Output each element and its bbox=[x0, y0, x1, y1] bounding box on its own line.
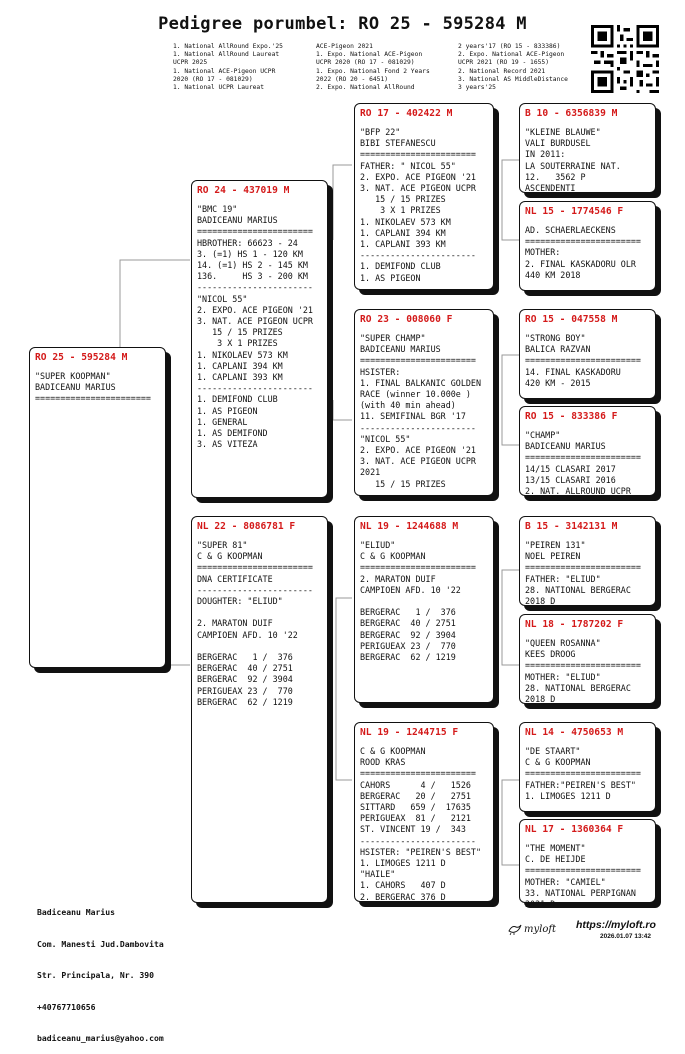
card-line: 33. NATIONAL PERPIGNAN bbox=[525, 887, 636, 898]
page-title: Pedigree porumbel: RO 25 - 595284 M bbox=[158, 14, 527, 34]
card-line: FATHER:"PEIREN'S BEST" bbox=[525, 779, 636, 790]
card-line: 15 / 15 PRIZES bbox=[360, 478, 446, 489]
card-line: 2. MARATON DUIF bbox=[360, 573, 436, 584]
pedigree-card-sire[interactable] bbox=[191, 180, 328, 498]
card-line: 1. CAPLANI 393 KM bbox=[360, 239, 446, 250]
title-line: 1. National ACE-Pigeon UCPR bbox=[173, 67, 276, 75]
card-line: 2018 D bbox=[525, 596, 556, 607]
ring-number: RO 15 - 047558 M bbox=[525, 314, 618, 325]
pedigree-card-sss[interactable] bbox=[519, 103, 656, 193]
card-line: BERGERAC 1 / 376 bbox=[197, 652, 293, 663]
card-line: BERGERAC 20 / 2751 bbox=[360, 790, 471, 801]
card-line: 3. (=1) HS 1 - 120 KM bbox=[197, 248, 303, 259]
card-line: 14/15 CLASARI 2017 bbox=[525, 463, 616, 474]
card-line: 2. EXPO. ACE PIGEON '21 bbox=[360, 171, 476, 182]
card-line: ======================= bbox=[525, 355, 641, 366]
ring-number: B 10 - 6356839 M bbox=[525, 108, 618, 119]
card-line: "DE STAART" bbox=[525, 746, 581, 756]
ring-number: NL 22 - 8086781 F bbox=[197, 521, 296, 532]
card-line: C & G KOOPMAN bbox=[360, 746, 426, 756]
card-line: "QUEEN ROSANNA" bbox=[525, 638, 601, 648]
card-line: MOTHER: "ELIUD" bbox=[525, 671, 601, 682]
title-line: ACE-Pigeon 2021 bbox=[316, 43, 373, 50]
ring-number: NL 18 - 1787202 F bbox=[525, 619, 624, 630]
title-line: 1. National AllRound Laureat bbox=[173, 51, 280, 59]
card-line: "THE MOMENT" bbox=[525, 843, 586, 853]
ring-number: B 15 - 3142131 M bbox=[525, 521, 618, 532]
card-line: "NICOL 55" bbox=[197, 293, 248, 304]
card-line: 11. SEMIFINAL BGR '17 bbox=[360, 411, 466, 422]
card-line: 1. CAHORS 407 D bbox=[360, 880, 446, 891]
pedigree-card-dam[interactable] bbox=[191, 516, 328, 903]
card-line: 1. NIKOLAEV 573 KM bbox=[197, 349, 288, 360]
pedigree-card-ssd[interactable] bbox=[519, 201, 656, 291]
card-line: MOTHER: bbox=[525, 247, 561, 258]
title-line: UCPR 2021 (RO 19 - 1655) bbox=[458, 59, 549, 67]
card-line: BIBI STEFANESCU bbox=[360, 138, 436, 149]
card-line: MOTHER: "CAMIEL" bbox=[525, 876, 606, 887]
card-line: "BMC 19" bbox=[197, 204, 238, 214]
pedigree-card-dam-dam[interactable] bbox=[354, 722, 494, 902]
breeder-email[interactable]: badiceanu_marius@yahoo.com bbox=[37, 1033, 164, 1043]
card-line: DOUGHTER: "ELIUD" bbox=[197, 596, 283, 607]
card-line: 15 / 15 PRIZES bbox=[360, 194, 446, 205]
card-line: BERGERAC 1 / 376 bbox=[360, 607, 456, 618]
card-line: CAHORS 4 / 1526 bbox=[360, 779, 471, 790]
card-line: "KLEINE BLAUWE" bbox=[525, 127, 601, 137]
card-line bbox=[197, 607, 322, 618]
card-line: 1. NIKOLAEV 573 KM bbox=[360, 216, 451, 227]
card-line: 1. AS PIGEON bbox=[360, 272, 421, 283]
title-line: 1. Expo. National ACE-Pigeon bbox=[316, 51, 423, 59]
card-line: BALICA RAZVAN bbox=[525, 344, 591, 355]
card-line: HSISTER: "PEIREN'S BEST" bbox=[360, 846, 482, 857]
ring-number: RO 17 - 402422 M bbox=[360, 108, 453, 119]
card-line: DNA CERTIFICATE bbox=[197, 573, 273, 584]
ring-number: RO 24 - 437019 M bbox=[197, 185, 290, 196]
card-line: "SUPER KOOPMAN" bbox=[35, 371, 111, 381]
card-line: "BFP 22" bbox=[360, 127, 401, 137]
logo-text: myloft bbox=[524, 923, 557, 935]
card-line: 2. EXPO. ACE PIGEON '21 bbox=[197, 304, 313, 315]
pedigree-card-sire-sire[interactable] bbox=[354, 103, 494, 290]
card-line: AD. SCHAERLAECKENS bbox=[525, 225, 616, 235]
card-line: 420 KM - 2015 bbox=[525, 377, 591, 388]
ring-number: RO 15 - 833386 F bbox=[525, 411, 618, 422]
card-line: 1. LIMOGES 1211 D bbox=[525, 790, 611, 801]
title-line: 2 years'17 (RO 15 - 833386) bbox=[458, 43, 561, 50]
card-line: 15 / 15 PRIZES bbox=[197, 327, 283, 338]
card-line: "HAILE" bbox=[360, 869, 396, 880]
title-line: 3 years'25 bbox=[458, 84, 496, 92]
card-line: 1. DEMIFOND CLUB bbox=[197, 394, 278, 405]
card-line: RACE (winner 10.000e ) bbox=[360, 389, 471, 400]
card-line: 2021 bbox=[360, 467, 381, 478]
card-line: (with 40 min ahead) bbox=[360, 400, 456, 411]
card-line: ======================= bbox=[197, 226, 313, 237]
card-line: 14. FINAL KASKADORU bbox=[525, 366, 621, 377]
card-line: ----------------------- bbox=[197, 282, 313, 293]
card-line: PERIGUEAX 23 / 770 bbox=[360, 640, 456, 651]
card-line: 1. CAPLANI 394 KM bbox=[197, 360, 283, 371]
card-line: CAMPIOEN AFD. 10 '22 bbox=[197, 629, 298, 640]
card-line: BERGERAC 92 / 3904 bbox=[360, 629, 456, 640]
card-line: PERIGUEAX 23 / 770 bbox=[197, 685, 293, 696]
card-line: ======================= bbox=[360, 562, 476, 573]
card-line: LA SOUTERRAINE NAT. bbox=[525, 160, 621, 171]
card-line: "CHAMP" bbox=[525, 430, 561, 440]
title-line: 1. Expo. National Fond 2 Years bbox=[316, 67, 430, 75]
card-line: ======================= bbox=[197, 562, 313, 573]
card-line: FATHER: "ELIUD" bbox=[525, 573, 601, 584]
card-line: 1. DEMIFOND CLUB bbox=[360, 261, 441, 272]
card-line: 3 X 1 PRIZES bbox=[360, 205, 441, 216]
card-line: ----------------------- bbox=[197, 584, 313, 595]
pigeon-icon bbox=[508, 922, 522, 936]
pedigree-card-sire-dam[interactable] bbox=[354, 309, 494, 496]
card-line: 2018 D bbox=[525, 694, 556, 705]
card-line bbox=[360, 596, 488, 607]
title-line: 1. National AllRound Expo.'25 bbox=[173, 43, 283, 50]
card-line: PERIGUEAX 81 / 2121 bbox=[360, 813, 471, 824]
card-line: ======================= bbox=[525, 865, 641, 876]
card-line: 28. NATIONAL BERGERAC bbox=[525, 682, 631, 693]
card-line: VALI BURDUSEL bbox=[525, 138, 591, 149]
card-line: ----------------------- bbox=[197, 383, 313, 394]
title-line: 2. Expo. National ACE-Pigeon bbox=[458, 51, 565, 59]
card-line: 1. AS DEMIFOND bbox=[197, 428, 268, 439]
card-line: 2. FINAL KASKADORU OLR bbox=[525, 258, 636, 269]
card-line: 2. BERGERAC 376 D bbox=[360, 891, 446, 902]
generated-date: 2026.01.07 13:42 bbox=[600, 933, 651, 940]
card-line: ======================= bbox=[35, 393, 151, 404]
card-line: 1. CAPLANI 393 KM bbox=[197, 372, 283, 383]
card-line: ======================= bbox=[360, 355, 476, 366]
ring-number: NL 19 - 1244688 M bbox=[360, 521, 459, 532]
card-line: ======================= bbox=[525, 768, 641, 779]
card-line: 1. GENERAL bbox=[197, 416, 248, 427]
card-line: "NICOL 55" bbox=[360, 433, 411, 444]
site-url[interactable]: https://myloft.ro bbox=[576, 919, 656, 931]
card-line: KEES DROOG bbox=[525, 649, 576, 660]
card-line: IN 2011: bbox=[525, 149, 566, 160]
card-line: BERGERAC 62 / 1219 bbox=[360, 652, 456, 663]
pedigree-card-sds[interactable] bbox=[519, 309, 656, 399]
title-line: 1. National UCPR Laureat bbox=[173, 84, 264, 92]
card-line: 440 KM 2018 bbox=[525, 269, 581, 280]
myloft-logo bbox=[508, 921, 566, 937]
card-line: 3. NAT. ACE PIGEON UCPR bbox=[197, 316, 313, 327]
card-line: HSISTER: bbox=[360, 366, 401, 377]
breeder-address: Com. Manesti Jud.Dambovita bbox=[37, 938, 164, 949]
card-line: ROOD KRAS bbox=[360, 757, 406, 768]
pedigree-card-subject[interactable] bbox=[29, 347, 166, 668]
card-line: 28. NATIONAL BERGERAC bbox=[525, 584, 631, 595]
pedigree-card-dds[interactable] bbox=[519, 722, 656, 812]
card-line: ======================= bbox=[525, 236, 641, 247]
pedigree-card-dam-sire[interactable] bbox=[354, 516, 494, 703]
card-line: "SUPER 81" bbox=[197, 540, 248, 550]
ring-number: NL 14 - 4750653 M bbox=[525, 727, 624, 738]
card-line: 1. AS PIGEON bbox=[197, 405, 258, 416]
card-line: ----------------------- bbox=[360, 250, 476, 261]
card-line: BERGERAC 40 / 2751 bbox=[197, 663, 293, 674]
card-line: "STRONG BOY" bbox=[525, 333, 586, 343]
card-line: ======================= bbox=[360, 149, 476, 160]
ring-number: RO 25 - 595284 M bbox=[35, 352, 128, 363]
card-line: ======================= bbox=[360, 768, 476, 779]
card-line: BADICEANU MARIUS bbox=[35, 382, 116, 393]
card-line: NOEL PEIREN bbox=[525, 551, 581, 562]
card-line: CAMPIOEN AFD. 10 '22 bbox=[360, 584, 461, 595]
breeder-phone: +40767710656 bbox=[37, 1001, 96, 1012]
card-line: 14. (=1) HS 2 - 145 KM bbox=[197, 260, 308, 271]
card-line: 136. HS 3 - 200 KM bbox=[197, 271, 308, 282]
breeder-contact bbox=[37, 886, 164, 1054]
card-line: 2. EXPO. ACE PIGEON '21 bbox=[360, 445, 476, 456]
card-line: ======================= bbox=[525, 452, 641, 463]
card-line: BERGERAC 40 / 2751 bbox=[360, 618, 456, 629]
card-line: 3. NAT. ACE PIGEON UCPR bbox=[360, 456, 476, 467]
card-line: 13/15 CLASARI 2016 bbox=[525, 474, 616, 485]
breeder-name: Badiceanu Marius bbox=[37, 907, 115, 917]
card-line: "ELIUD" bbox=[360, 540, 396, 550]
card-line: ======================= bbox=[525, 660, 641, 671]
card-line: 1. CAPLANI 394 KM bbox=[360, 227, 446, 238]
card-line: HBROTHER: 66623 - 24 bbox=[197, 237, 298, 248]
card-line: 2021 D bbox=[525, 899, 556, 910]
card-line: C & G KOOPMAN bbox=[197, 551, 263, 562]
card-line: BERGERAC 62 / 1219 bbox=[197, 696, 293, 707]
ring-number: RO 23 - 008060 F bbox=[360, 314, 453, 325]
title-line: 2. National Record 2021 bbox=[458, 67, 546, 75]
title-line: 2022 (RO 20 - 6451) bbox=[316, 75, 389, 83]
card-line: ======================= bbox=[525, 562, 641, 573]
card-line bbox=[197, 641, 322, 652]
card-line: C & G KOOPMAN bbox=[525, 757, 591, 768]
title-line: 2020 (RO 17 - 081029) bbox=[173, 75, 253, 83]
card-line: BADICEANU MARIUS bbox=[525, 441, 606, 452]
card-line: BADICEANU MARIUS bbox=[360, 344, 441, 355]
pedigree-card-sdd[interactable] bbox=[519, 406, 656, 496]
card-line: 2. MARATON DUIF bbox=[197, 618, 273, 629]
title-line: 2. Expo. National AllRound bbox=[316, 84, 415, 92]
ring-number: NL 15 - 1774546 F bbox=[525, 206, 624, 217]
card-line: C & G KOOPMAN bbox=[360, 551, 426, 562]
card-line: ----------------------- bbox=[360, 422, 476, 433]
card-line: BADICEANU MARIUS bbox=[197, 215, 278, 226]
pedigree-card-dss[interactable] bbox=[519, 516, 656, 606]
pedigree-card-dsd[interactable] bbox=[519, 614, 656, 704]
card-line: C. DE HEIJDE bbox=[525, 854, 586, 865]
title-line: UCPR 2020 (RO 17 - 081029) bbox=[316, 59, 415, 67]
card-line: "PEIREN 131" bbox=[525, 540, 586, 550]
card-line: "SUPER CHAMP" bbox=[360, 333, 426, 343]
card-line: FATHER: " NICOL 55" bbox=[360, 160, 456, 171]
card-line: 3. AS VITEZA bbox=[197, 439, 258, 450]
ring-number: NL 19 - 1244715 F bbox=[360, 727, 459, 738]
card-line: 2. NAT. ALLROUND UCPR bbox=[525, 486, 631, 497]
card-line: 12. 3562 P bbox=[525, 171, 586, 182]
card-line: 1. LIMOGES 1211 D bbox=[360, 858, 446, 869]
card-line: ST. VINCENT 19 / 343 bbox=[360, 824, 466, 835]
breeder-street: Str. Principala, Nr. 390 bbox=[37, 970, 154, 980]
title-line: 3. National AS MiddleDistance bbox=[458, 75, 568, 83]
card-line: 3 X 1 PRIZES bbox=[197, 338, 278, 349]
pedigree-card-ddd[interactable] bbox=[519, 819, 656, 910]
title-line: UCPR 2025 bbox=[173, 59, 208, 67]
card-line: ASCENDENTI bbox=[525, 183, 576, 194]
card-line: 1. FINAL BALKANIC GOLDEN bbox=[360, 377, 482, 388]
card-line: 3. NAT. ACE PIGEON UCPR bbox=[360, 183, 476, 194]
card-line: BERGERAC 92 / 3904 bbox=[197, 674, 293, 685]
card-line: SITTARD 659 / 17635 bbox=[360, 802, 471, 813]
card-line: ----------------------- bbox=[360, 835, 476, 846]
ring-number: NL 17 - 1360364 F bbox=[525, 824, 624, 835]
